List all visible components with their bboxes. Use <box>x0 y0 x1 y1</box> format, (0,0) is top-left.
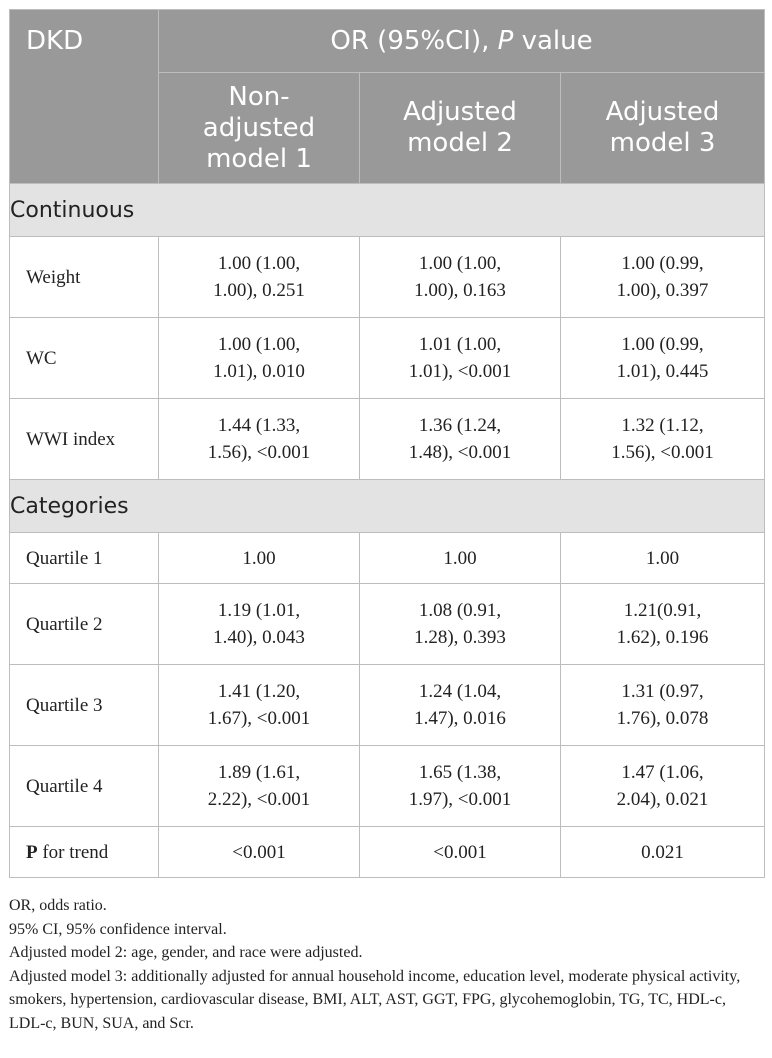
row-label: Quartile 1 <box>10 533 159 584</box>
footnote: Adjusted model 2: age, gender, and race were adjusted. <box>9 944 363 961</box>
column-header-model-2: Adjusted model 2 <box>360 73 561 184</box>
trend-row <box>10 827 765 878</box>
trend-value-model-2: <0.001 <box>360 827 561 878</box>
section-row <box>10 480 765 533</box>
value-cell-model-3: 1.31 (0.97, 1.76), 0.078 <box>561 665 765 746</box>
row-label: Weight <box>10 237 159 318</box>
value-cell-model-3: 1.21(0.91, 1.62), 0.196 <box>561 584 765 665</box>
value-cell-model-1: 1.00 (1.00, 1.00), 0.251 <box>159 237 360 318</box>
value-cell-model-1: 1.00 (1.00, 1.01), 0.010 <box>159 318 360 399</box>
row-label: Quartile 2 <box>10 584 159 665</box>
value-cell-model-1: 1.41 (1.20, 1.67), <0.001 <box>159 665 360 746</box>
group-title-suffix: value <box>513 26 593 56</box>
value-cell-model-2: 1.36 (1.24, 1.48), <0.001 <box>360 399 561 480</box>
footnote: Adjusted model 3: additionally adjusted for annual household income, education level, moderate physical activity, smokers, hypertension, cardiovascular disease, BMI, ALT, AST, GGT, FPG, glycohemoglobin, TG, TC, HDL-c, LDL-c, BUN, SUA, and Scr. <box>9 967 741 1032</box>
section-row <box>10 184 765 237</box>
row-label: Quartile 4 <box>10 746 159 827</box>
value-cell-model-2: 1.00 <box>360 533 561 584</box>
corner-header: DKD <box>10 10 159 184</box>
value-cell-model-2: 1.65 (1.38, 1.97), <0.001 <box>360 746 561 827</box>
value-cell-model-1: 1.89 (1.61, 2.22), <0.001 <box>159 746 360 827</box>
value-cell-model-1: 1.00 <box>159 533 360 584</box>
group-title-italic: P <box>497 26 514 56</box>
value-cell-model-1: 1.19 (1.01, 1.40), 0.043 <box>159 584 360 665</box>
footnote: 95% CI, 95% confidence interval. <box>9 920 227 938</box>
table-row <box>10 237 765 318</box>
trend-value-model-3: 0.021 <box>561 827 765 878</box>
trend-label-bold: P <box>26 841 38 863</box>
table-row <box>10 318 765 399</box>
value-cell-model-2: 1.00 (1.00, 1.00), 0.163 <box>360 237 561 318</box>
trend-value-model-1: <0.001 <box>159 827 360 878</box>
value-cell-model-3: 1.00 (0.99, 1.00), 0.397 <box>561 237 765 318</box>
column-header-model-1: Non- adjusted model 1 <box>159 73 360 184</box>
value-cell-model-2: 1.24 (1.04, 1.47), 0.016 <box>360 665 561 746</box>
value-cell-model-1: 1.44 (1.33, 1.56), <0.001 <box>159 399 360 480</box>
header-row-1 <box>10 10 765 73</box>
value-cell-model-3: 1.32 (1.12, 1.56), <0.001 <box>561 399 765 480</box>
value-cell-model-3: 1.00 <box>561 533 765 584</box>
table-row <box>10 584 765 665</box>
trend-label <box>10 827 159 878</box>
trend-label-rest: for trend <box>37 841 109 863</box>
section-title: Categories <box>10 480 765 533</box>
value-cell-model-2: 1.08 (0.91, 1.28), 0.393 <box>360 584 561 665</box>
table-row <box>10 746 765 827</box>
value-cell-model-3: 1.47 (1.06, 2.04), 0.021 <box>561 746 765 827</box>
section-title: Continuous <box>10 184 765 237</box>
row-label: Quartile 3 <box>10 665 159 746</box>
value-cell-model-3: 1.00 (0.99, 1.01), 0.445 <box>561 318 765 399</box>
footnotes <box>9 894 764 1035</box>
column-header-model-3: Adjusted model 3 <box>561 73 765 184</box>
row-label: WC <box>10 318 159 399</box>
table-row <box>10 665 765 746</box>
group-header <box>159 10 765 73</box>
table-row <box>10 533 765 584</box>
table-row <box>10 399 765 480</box>
footnote: OR, odds ratio. <box>9 897 107 914</box>
group-title-prefix: OR (95%CI), <box>330 26 498 56</box>
row-label: WWI index <box>10 399 159 480</box>
value-cell-model-2: 1.01 (1.00, 1.01), <0.001 <box>360 318 561 399</box>
results-table <box>9 9 765 878</box>
